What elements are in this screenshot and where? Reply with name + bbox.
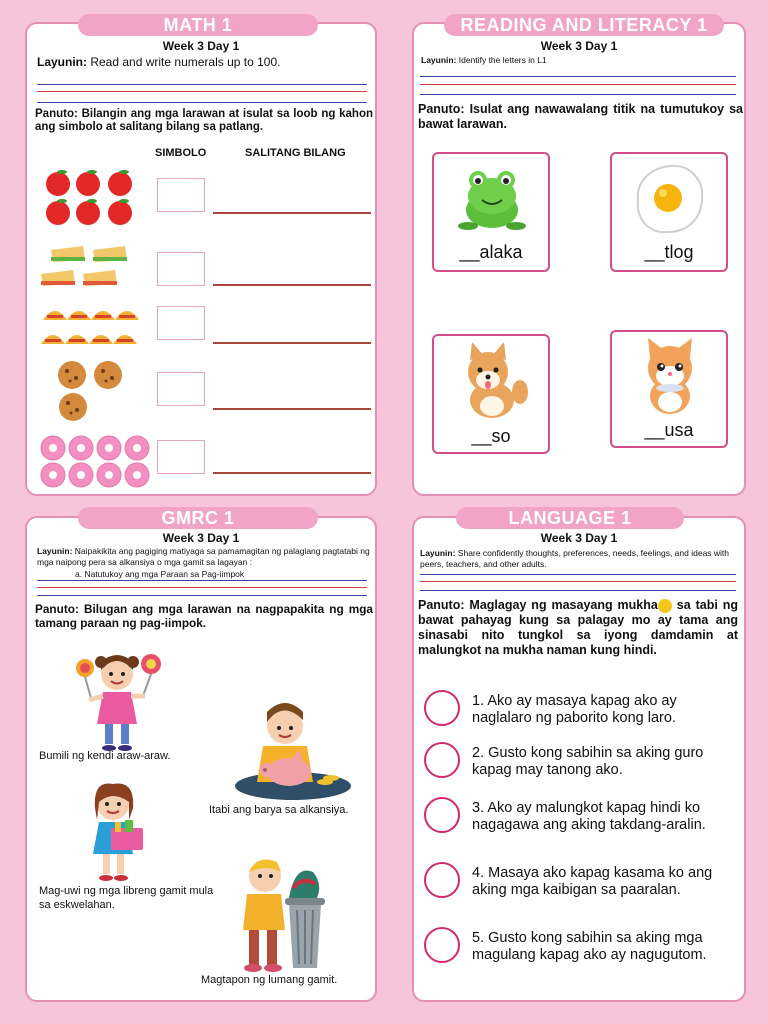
reading-week: Week 3 Day 1 (540, 39, 618, 53)
salitang-line-4[interactable] (213, 408, 371, 410)
math-week: Week 3 Day 1 (162, 39, 240, 53)
apple-icon (43, 168, 139, 228)
language-title: LANGUAGE 1 (456, 507, 684, 529)
taco-icon (37, 302, 151, 348)
math-col-simbolo: SIMBOLO (155, 147, 207, 159)
language-panel (412, 516, 746, 1002)
language-item-3: 3. Ako ay malungkot kapag hindi ko nagagawa ang aking takdang-aralin. (472, 800, 706, 833)
simbolo-box-1[interactable] (157, 178, 205, 212)
egg-icon (632, 162, 708, 236)
simbolo-box-4[interactable] (157, 372, 205, 406)
card-cat[interactable] (610, 330, 728, 448)
gmrc-caption-4: Magtapon ng lumang gamit. (201, 974, 338, 986)
smiley-icon (658, 599, 672, 613)
gmrc-rule-blue (37, 580, 367, 581)
reading-layunin: Layunin: Identify the letters in L1 (421, 55, 547, 65)
gmrc-layunin-sub: a. Natutukoy ang mga Paraan sa Pag-iimpok (75, 569, 245, 579)
girl-candy-icon (75, 648, 161, 754)
card-frog[interactable] (432, 152, 550, 272)
language-item-4: 4. Masaya ako kapag kasama ko ang aking mga kaibigan sa paaralan. (472, 865, 713, 898)
math-layunin: Layunin: Read and write numerals up to 100. (37, 55, 281, 69)
dog-icon (450, 340, 534, 424)
boy-piggybank-icon (233, 702, 353, 802)
math-title: MATH 1 (78, 14, 318, 36)
reading-title: READING AND LITERACY 1 (444, 14, 724, 36)
gmrc-caption-2: Itabi ang barya sa alkansiya. (209, 804, 349, 816)
answer-circle-3[interactable] (424, 797, 460, 833)
gmrc-layunin: Layunin: Naipakikita ang pagiging matiyaga sa pamamagitan ng palagiang pagtatabi ng mga naipong pera sa alkansiya o mga gamit sa lagayan : (37, 546, 370, 567)
card-word-dog: __so (471, 426, 511, 446)
boy-trash-icon (233, 854, 329, 976)
donut-icon (39, 434, 159, 490)
answer-circle-2[interactable] (424, 742, 460, 778)
sandwich-icon (39, 244, 135, 290)
reading-panel (412, 22, 746, 496)
salitang-line-3[interactable] (213, 342, 371, 344)
card-word-egg: __tlog (644, 242, 694, 262)
salitang-line-1[interactable] (213, 212, 371, 214)
salitang-line-5[interactable] (213, 472, 371, 474)
reading-rule-blue (420, 76, 736, 77)
gmrc-week: Week 3 Day 1 (162, 531, 240, 545)
card-dog[interactable] (432, 334, 550, 454)
reading-rule-red (420, 84, 736, 85)
simbolo-box-3[interactable] (157, 306, 205, 340)
answer-circle-1[interactable] (424, 690, 460, 726)
language-rule-blue2 (420, 590, 736, 591)
card-egg[interactable] (610, 152, 728, 272)
answer-circle-5[interactable] (424, 927, 460, 963)
girl-supplies-icon (77, 780, 157, 884)
cat-icon (630, 336, 712, 418)
math-col-salitang: SALITANG BILANG (245, 147, 346, 159)
gmrc-caption-3: Mag-uwi ng mga libreng gamit mula sa eskwelahan. (39, 885, 214, 911)
simbolo-box-2[interactable] (157, 252, 205, 286)
math-rule-red (37, 91, 367, 92)
math-panel (25, 22, 377, 496)
simbolo-box-5[interactable] (157, 440, 205, 474)
frog-icon (454, 164, 530, 234)
card-word-frog: __alaka (459, 242, 523, 262)
language-week: Week 3 Day 1 (540, 531, 618, 545)
card-word-cat: __usa (644, 420, 694, 440)
salitang-line-2[interactable] (213, 284, 371, 286)
reading-panuto: Panuto: Isulat ang nawawalang titik na tumutukoy sa bawat larawan. (418, 102, 743, 131)
math-rule-blue2 (37, 102, 367, 103)
math-panuto: Panuto: Bilangin ang mga larawan at isulat sa loob ng kahon ang simbolo at salitang bilang sa patlang. (35, 108, 373, 133)
language-item-1: 1. Ako ay masaya kapag ako ay naglalaro ng paborito kong laro. (472, 693, 677, 726)
gmrc-rule-blue2 (37, 595, 367, 596)
language-panuto: Panuto: Maglagay ng masayang mukha sa tabi ng bawat pahayag kung sa palagay mo ay tama ang sinasabi nito tungkol sa iyong damdamin at malungkot na mukha naman kung hindi. (418, 598, 738, 657)
language-rule-blue (420, 574, 736, 575)
language-item-2: 2. Gusto kong sabihin sa aking guro kapag may tanong ako. (472, 745, 704, 778)
language-item-5: 5. Gusto kong sabihin sa aking mga magulang kapag ako ay nagugutom. (472, 930, 707, 963)
gmrc-title: GMRC 1 (78, 507, 318, 529)
gmrc-rule-red (37, 587, 367, 588)
language-rule-red (420, 581, 736, 582)
gmrc-panuto: Panuto: Bilugan ang mga larawan na nagpapakita ng mga tamang paraan ng pag-iimpok. (35, 602, 373, 630)
cookie-icon (57, 360, 127, 422)
reading-rule-blue2 (420, 94, 736, 95)
language-layunin: Layunin: Share confidently thoughts, preferences, needs, feelings, and ideas with peers, teachers, and other adults. (420, 548, 730, 569)
math-rule-blue (37, 84, 367, 85)
answer-circle-4[interactable] (424, 862, 460, 898)
gmrc-caption-1: Bumili ng kendi araw-araw. (39, 750, 171, 762)
gmrc-panel (25, 516, 377, 1002)
